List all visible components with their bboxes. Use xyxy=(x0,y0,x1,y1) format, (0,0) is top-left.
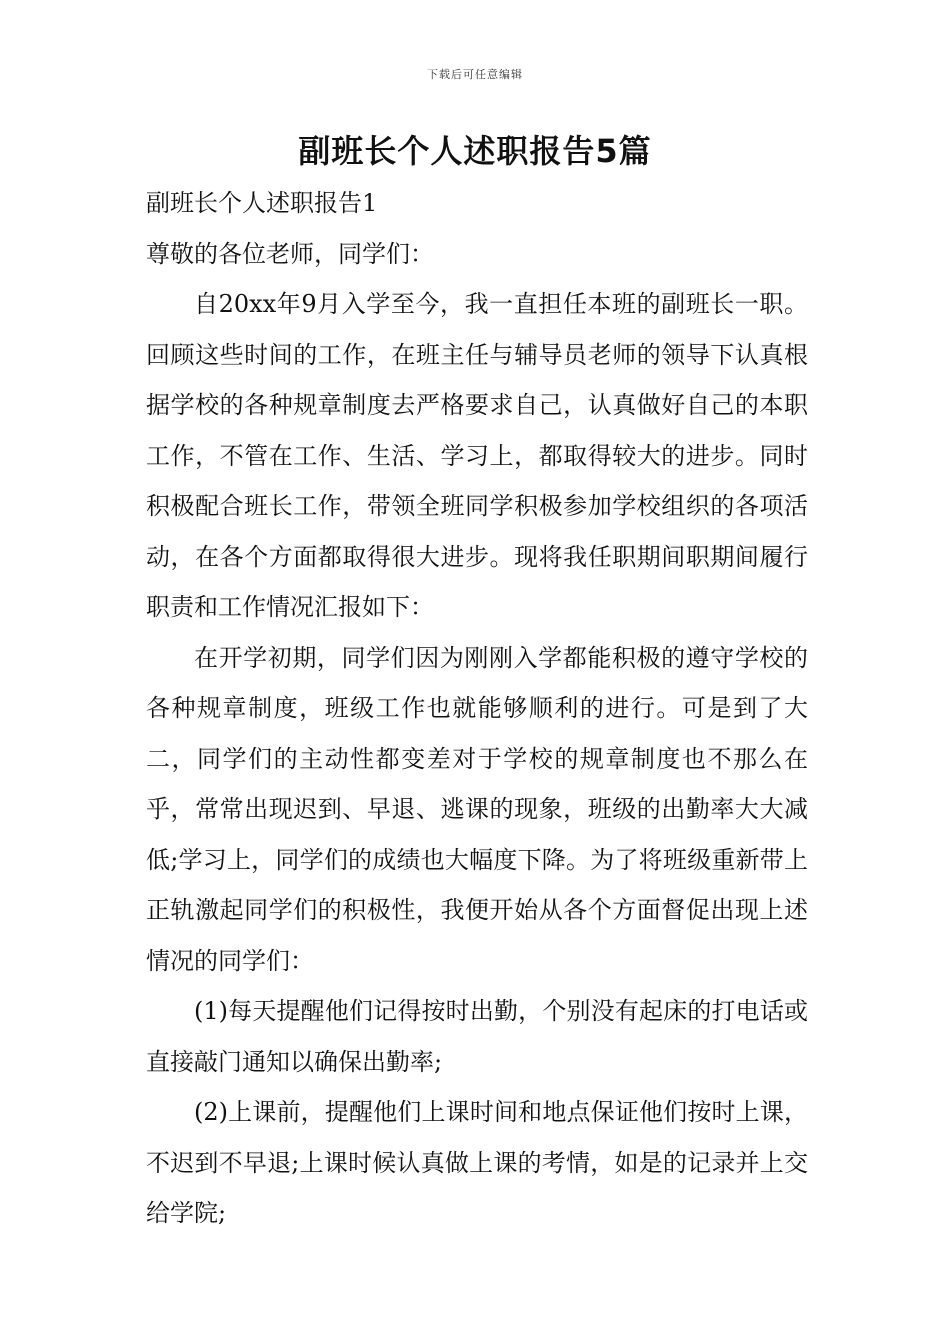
paragraph-item-1: (1)每天提醒他们记得按时出勤，个别没有起床的打电话或直接敲门通知以确保出勤率; xyxy=(146,997,808,1076)
paragraph-item-2: (2)上课前，提醒他们上课时间和地点保证他们按时上课，不迟到不早退;上课时候认真做上课的考情，如是的记录并上交给学院; xyxy=(146,1098,808,1227)
paragraph-intro: 自20xx年9月入学至今，我一直担任本班的副班长一职。回顾这些时间的工作，在班主任与辅导员老师的领导下认真根据学校的各种规章制度去严格要求自己，认真做好自己的本职工作，不管在工作、生活、学习上，都取得较大的进步。同时积极配合班长工作，带领全班同学积极参加学校组织的各项活动，在各个方面都取得很大进步。现将我任职期间职期间履行职责和工作情况汇报如下： xyxy=(146,290,808,621)
document-body xyxy=(146,178,808,1239)
paragraph-situation: 在开学初期，同学们因为刚刚入学都能积极的遵守学校的各种规章制度，班级工作也就能够顺利的进行。可是到了大二，同学们的主动性都变差对于学校的规章制度也不那么在乎，常常出现迟到、早退、逃课的现象，班级的出勤率大大减低;学习上，同学们的成绩也大幅度下降。为了将班级重新带上正轨激起同学们的积极性，我便开始从各个方面督促出现上述情况的同学们： xyxy=(146,643,808,975)
header-note: 下载后可任意编辑 xyxy=(427,68,523,81)
document-title: 副班长个人述职报告5篇 xyxy=(298,132,652,170)
salutation: 尊敬的各位老师，同学们： xyxy=(146,239,434,268)
section-heading: 副班长个人述职报告1 xyxy=(146,189,378,217)
